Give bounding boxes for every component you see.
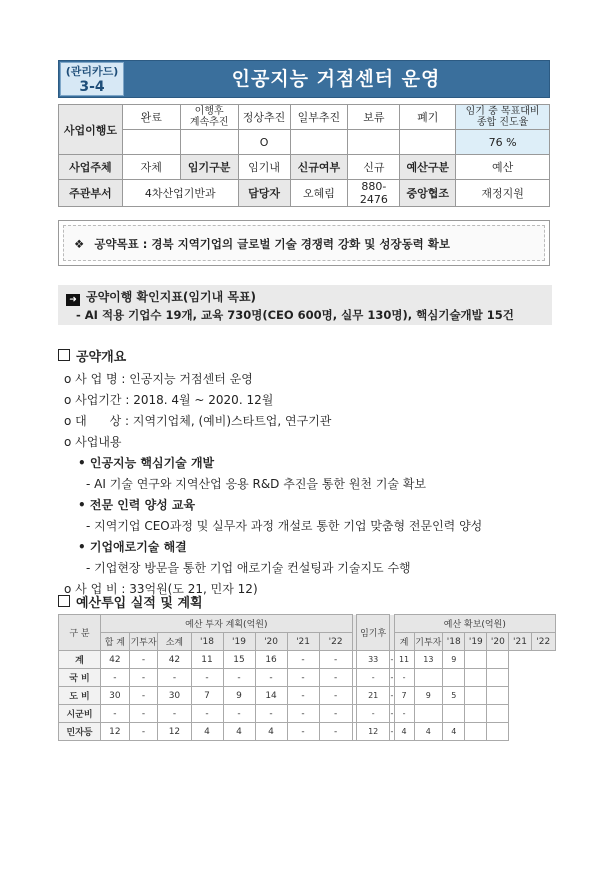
budget-secured-col-header: '21	[509, 633, 531, 651]
budget-row	[59, 669, 556, 687]
budget-plan-cell: -	[158, 669, 191, 687]
budget-secured-cell	[414, 705, 443, 723]
budget-secured-cell: -	[390, 687, 394, 705]
budget-plan-cell: -	[129, 723, 158, 741]
budget-secured-cell: -	[357, 669, 390, 687]
status-col-header-line: 종합 진도율	[476, 117, 529, 128]
budget-heading: 예산투입 실적 및 계획	[58, 592, 203, 611]
card-number: 3-4	[79, 79, 105, 95]
budget-plan-cell: -	[223, 705, 255, 723]
status-col-header	[400, 105, 456, 130]
content-item-detail: - 기업현장 방문을 통한 기업 애로기술 컨설팅과 기술지도 수행	[86, 561, 411, 575]
budget-row-label: 시군비	[59, 705, 101, 723]
budget-plan-cell: 42	[158, 651, 191, 669]
budget-plan-cell: 30	[158, 687, 191, 705]
budget-secured-cell: -	[390, 669, 394, 687]
status-col-header	[180, 105, 238, 130]
overview-line: o 대 상 : 지역기업체, (예비)스타트업, 연구기관	[64, 414, 332, 428]
budget-secured-cell	[443, 669, 465, 687]
new-value: 신규	[348, 155, 400, 180]
budget-plan-label: 예산 투자 계획(억원)	[100, 615, 352, 633]
budget-plan-cell: -	[319, 723, 352, 741]
overview-line: o 사업기간 : 2018. 4월 ~ 2020. 12월	[64, 393, 274, 407]
budget-plan-cell: -	[287, 705, 319, 723]
budget-type-value: 예산	[456, 155, 550, 180]
budget-type-label: 예산구분	[400, 155, 456, 180]
budget-plan-cell: -	[287, 687, 319, 705]
budget-plan-cell: -	[287, 651, 319, 669]
budget-row	[59, 651, 556, 669]
budget-plan-cell: -	[191, 669, 223, 687]
budget-table	[58, 614, 556, 741]
budget-secured-cell: 11	[394, 651, 414, 669]
new-label: 신규여부	[290, 155, 348, 180]
budget-row-label: 계	[59, 651, 101, 669]
status-col-header	[238, 105, 290, 130]
term-label: 임기구분	[180, 155, 238, 180]
budget-after-label: 임기후	[357, 615, 390, 651]
status-value	[290, 130, 348, 155]
budget-row	[59, 705, 556, 723]
budget-plan-cell: -	[100, 705, 129, 723]
subject-label: 사업주체	[59, 155, 123, 180]
budget-secured-cell: 21	[357, 687, 390, 705]
status-col-header	[348, 105, 400, 130]
budget-plan-cell: 4	[255, 723, 287, 741]
budget-secured-cell	[465, 723, 487, 741]
budget-row	[59, 687, 556, 705]
card-label: (관리카드)	[65, 65, 119, 78]
budget-plan-cell: 9	[223, 687, 255, 705]
status-value	[122, 130, 180, 155]
budget-secured-cell	[465, 705, 487, 723]
budget-secured-col-header: 계	[394, 633, 414, 651]
term-value: 임기내	[238, 155, 290, 180]
budget-row-label: 국 비	[59, 669, 101, 687]
budget-plan-cell: -	[100, 669, 129, 687]
status-col-header-line: 폐기	[417, 111, 439, 124]
budget-plan-cell: 7	[191, 687, 223, 705]
budget-secured-cell: 9	[443, 651, 465, 669]
status-col-header	[122, 105, 180, 130]
phone-value: 880-2476	[348, 180, 400, 207]
budget-secured-cell: -	[357, 705, 390, 723]
goal-bullet-icon: ❖	[74, 237, 85, 251]
progress-value: 76 %	[456, 130, 550, 155]
budget-plan-cell: 12	[100, 723, 129, 741]
budget-secured-cell: 5	[443, 687, 465, 705]
budget-secured-cell: -	[390, 651, 394, 669]
status-value	[180, 130, 238, 155]
budget-secured-cell: 9	[414, 687, 443, 705]
budget-plan-col-header: 소계	[158, 633, 191, 651]
budget-secured-cell: 4	[443, 723, 465, 741]
budget-plan-col-header: '22	[319, 633, 352, 651]
budget-secured-cell	[487, 705, 509, 723]
page-title: 인공지능 거점센터 운영	[231, 68, 441, 90]
budget-plan-col-header: '21	[287, 633, 319, 651]
status-col-header-line: 완료	[140, 111, 162, 124]
budget-plan-cell: -	[287, 723, 319, 741]
overview-cost: o 사 업 비 : 33억원(도 21, 민자 12)	[64, 582, 258, 596]
indicator-title: 공약이행 확인지표(임기내 목표)	[86, 290, 257, 304]
budget-secured-col-header: 기투자	[414, 633, 443, 651]
card-label-box	[60, 62, 124, 96]
budget-secured-cell	[487, 669, 509, 687]
budget-plan-cell: -	[319, 705, 352, 723]
central-value: 재정지원	[456, 180, 550, 207]
goal-box	[58, 220, 550, 266]
arrow-right-icon: ➜	[66, 294, 80, 306]
overview-line: o 사업내용	[64, 435, 122, 449]
budget-plan-col-header: 기투자	[129, 633, 158, 651]
budget-secured-cell	[487, 651, 509, 669]
indicator-detail: - AI 적용 기업수 19개, 교육 730명(CEO 600명, 실무 130명), 핵심기술개발 15건	[76, 308, 514, 322]
budget-plan-cell: -	[129, 705, 158, 723]
budget-plan-col-header: '18	[191, 633, 223, 651]
status-col-header-line: 계속추진	[189, 117, 229, 128]
budget-secured-cell: 4	[414, 723, 443, 741]
status-col-header-line: 보류	[363, 111, 385, 124]
budget-secured-cell: 13	[414, 651, 443, 669]
budget-plan-col-header: '19	[223, 633, 255, 651]
budget-secured-cell: -	[394, 705, 414, 723]
budget-row-label: 민자등	[59, 723, 101, 741]
budget-plan-cell: -	[223, 669, 255, 687]
budget-secured-col-header: '20	[487, 633, 509, 651]
budget-secured-cell: 12	[357, 723, 390, 741]
budget-secured-cell	[465, 651, 487, 669]
budget-secured-cell: 4	[394, 723, 414, 741]
budget-secured-cell: -	[394, 669, 414, 687]
content-item-title: • 전문 인력 양성 교육	[78, 498, 196, 512]
content-item-title: • 인공지능 핵심기술 개발	[78, 456, 215, 470]
overview-heading: 공약개요	[58, 346, 126, 365]
budget-row-label: 도 비	[59, 687, 101, 705]
status-col-header	[290, 105, 348, 130]
budget-secured-cell	[414, 669, 443, 687]
budget-col-group-label: 구 분	[59, 615, 101, 651]
budget-plan-cell: 4	[223, 723, 255, 741]
budget-plan-col-header: 합 계	[100, 633, 129, 651]
budget-plan-cell: -	[319, 687, 352, 705]
status-value	[400, 130, 456, 155]
budget-plan-cell: -	[129, 687, 158, 705]
budget-secured-col-header: '22	[531, 633, 555, 651]
budget-plan-cell: -	[158, 705, 191, 723]
status-col-header-line: 이행후	[194, 106, 224, 117]
content-item-detail: - AI 기술 연구와 지역산업 응용 R&D 추진을 통한 원천 기술 확보	[86, 477, 426, 491]
status-info-table	[58, 104, 550, 207]
budget-plan-cell: -	[255, 705, 287, 723]
dept-label: 주관부서	[59, 180, 123, 207]
goal-text: 공약목표 : 경북 지역기업의 글로벌 기술 경쟁력 강화 및 성장동력 확보	[94, 237, 451, 251]
budget-secured-cell: -	[390, 705, 394, 723]
indicator-box	[58, 285, 552, 325]
budget-plan-cell: -	[287, 669, 319, 687]
overview-line: o 사 업 명 : 인공지능 거점센터 운영	[64, 372, 253, 386]
status-col-header-line: 임기 중 목표대비	[465, 106, 540, 117]
budget-secured-cell: 33	[357, 651, 390, 669]
content-item-title: • 기업애로기술 해결	[78, 540, 187, 554]
budget-secured-cell	[443, 705, 465, 723]
budget-plan-cell: -	[129, 669, 158, 687]
budget-plan-col-header: '20	[255, 633, 287, 651]
manager-value: 오혜림	[290, 180, 348, 207]
budget-secured-cell	[465, 687, 487, 705]
budget-secured-label: 예산 확보(억원)	[394, 615, 555, 633]
budget-plan-cell: -	[319, 669, 352, 687]
dept-value: 4차산업기반과	[122, 180, 238, 207]
budget-plan-cell: 14	[255, 687, 287, 705]
status-col-header-line: 일부추진	[297, 111, 341, 124]
central-label: 중앙협조	[400, 180, 456, 207]
budget-plan-cell: -	[129, 651, 158, 669]
budget-secured-cell: -	[390, 723, 394, 741]
budget-secured-cell	[487, 687, 509, 705]
checkbox-square-icon	[58, 595, 70, 607]
budget-row	[59, 723, 556, 741]
budget-plan-cell: 4	[191, 723, 223, 741]
budget-secured-cell	[487, 723, 509, 741]
budget-secured-col-header: '19	[465, 633, 487, 651]
budget-plan-cell: -	[191, 705, 223, 723]
budget-plan-cell: 16	[255, 651, 287, 669]
budget-plan-cell: 30	[100, 687, 129, 705]
budget-plan-cell: 15	[223, 651, 255, 669]
subject-value: 자체	[122, 155, 180, 180]
budget-plan-cell: 42	[100, 651, 129, 669]
budget-secured-col-header: '18	[443, 633, 465, 651]
content-item-detail: - 지역기업 CEO과정 및 실무자 과정 개설로 통한 기업 맞춤형 전문인력 양성	[86, 519, 483, 533]
status-row-label: 사업이행도	[59, 105, 123, 155]
budget-secured-cell	[465, 669, 487, 687]
budget-secured-cell: 7	[394, 687, 414, 705]
budget-plan-cell: -	[255, 669, 287, 687]
checkbox-square-icon	[58, 349, 70, 361]
status-value: O	[238, 130, 290, 155]
budget-plan-cell: 11	[191, 651, 223, 669]
status-col-header-line: 정상추진	[242, 111, 286, 124]
budget-plan-cell: 12	[158, 723, 191, 741]
status-value	[348, 130, 400, 155]
status-col-header	[456, 105, 550, 130]
budget-plan-cell: -	[319, 651, 352, 669]
manager-label: 담당자	[238, 180, 290, 207]
